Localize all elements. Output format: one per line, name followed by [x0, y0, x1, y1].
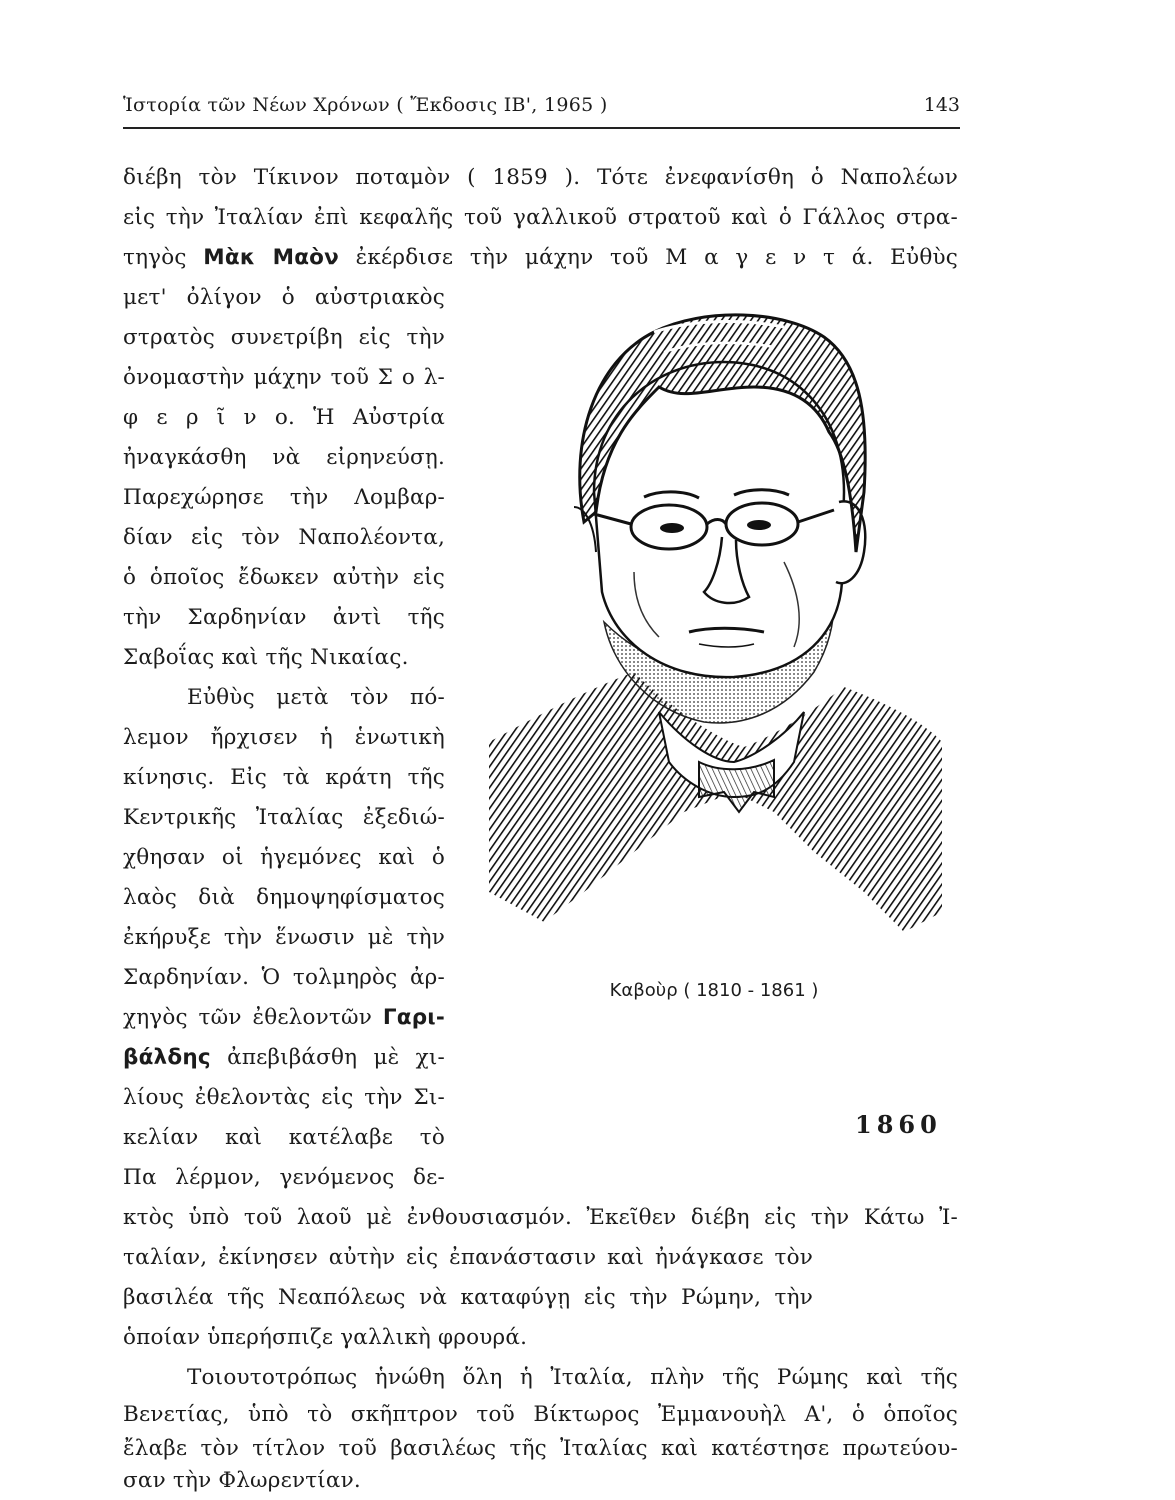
text-line-garibaldi-2	[123, 1038, 445, 1078]
text-fragment: χηγὸς τῶν ἐθελοντῶν	[123, 1005, 373, 1030]
header-rule	[123, 127, 960, 129]
margin-year-note: 1860	[855, 1110, 942, 1139]
text-line: Βενετίας, ὑπὸ τὸ σκῆπτρον τοῦ Βίκτωρος Ἐμμανουὴλ Α', ὁ ὁποῖος	[123, 1402, 958, 1427]
text-fragment: ἀπεβιβάσθη μὲ χι-	[227, 1045, 445, 1070]
figure-caption: Καβοὺρ ( 1810 - 1861 )	[609, 980, 819, 1001]
text-line: Σαρδηνίαν. Ὁ τολμηρὸς ἀρ-	[123, 965, 445, 990]
text-line: σαν τὴν Φλωρεντίαν.	[123, 1468, 361, 1493]
text-line-mac-mahon	[123, 238, 958, 278]
text-line: δίαν εἰς τὸν Ναπολέοντα,	[123, 525, 445, 550]
text-line: διέβη τὸν Τίκινον ποταμὸν ( 1859 ). Τότε ἐνεφανίσθη ὁ Ναπολέων	[123, 165, 958, 190]
text-line: Παρεχώρησε τὴν Λομβαρ-	[123, 485, 445, 510]
text-fragment: τηγὸς	[123, 245, 187, 270]
bold-name-garibaldi-part1: Γαρι-	[382, 1005, 445, 1030]
text-line: χθησαν οἱ ἡγεμόνες καὶ ὁ	[123, 845, 445, 870]
text-line: φ ε ρ ῖ ν ο. Ἡ Αὐστρία	[123, 405, 445, 430]
text-line: λαὸς διὰ δημοψηφίσματος	[123, 885, 445, 910]
text-line: ταλίαν, ἐκίνησεν αὐτὴν εἰς ἐπανάστασιν καὶ ἠνάγκασε τὸν	[123, 1245, 813, 1270]
running-header	[123, 94, 960, 126]
text-line: ὁ ὁποῖος ἔδωκεν αὐτὴν εἰς	[123, 565, 445, 590]
text-line: ὁποίαν ὑπερήσπιζε γαλλικὴ φρουρά.	[123, 1325, 528, 1350]
text-fragment: ἐκέρδισε τὴν μάχην τοῦ Μ α γ ε ν τ ά. Εὐθὺς	[355, 245, 958, 270]
text-line-garibaldi-1	[123, 998, 445, 1038]
text-line: Πα λέρμον, γενόμενος δε-	[123, 1165, 445, 1190]
text-line: κτὸς ὑπὸ τοῦ λαοῦ μὲ ἐνθουσιασμόν. Ἐκεῖθεν διέβη εἰς τὴν Κάτω Ἰ-	[123, 1205, 958, 1230]
text-line: λίους ἐθελοντὰς εἰς τὴν Σι-	[123, 1085, 445, 1110]
text-line: βασιλέα τῆς Νεαπόλεως νὰ καταφύγῃ εἰς τὴν Ρώμην, τὴν	[123, 1285, 813, 1310]
text-line: τὴν Σαρδηνίαν ἀντὶ τῆς	[123, 605, 445, 630]
text-line: στρατὸς συνετρίβη εἰς τὴν	[123, 325, 445, 350]
text-line: Τοιουτοτρόπως ἡνώθη ὅλη ἡ Ἰταλία, πλὴν τῆς Ρώμης καὶ τῆς	[187, 1365, 958, 1390]
text-line: λεμον ἤρχισεν ἡ ἑνωτικὴ	[123, 725, 445, 750]
bold-name-mac-mahon: Μὰκ Μαὸν	[203, 245, 339, 270]
portrait-engraving	[484, 292, 944, 947]
text-line: Εὐθὺς μετὰ τὸν πό-	[187, 685, 445, 710]
bold-name-garibaldi-part2: βάλδης	[123, 1045, 211, 1070]
text-line: Κεντρικῆς Ἰταλίας ἐξεδιώ-	[123, 805, 445, 830]
text-line: ἠναγκάσθη νὰ εἰρηνεύσῃ.	[123, 445, 445, 470]
page-number: 143	[923, 94, 960, 116]
text-line: ἔλαβε τὸν τίτλον τοῦ βασιλέως τῆς Ἰταλίας καὶ κατέστησε πρωτεύου-	[123, 1436, 958, 1461]
text-line: Σαβοΐας καὶ τῆς Νικαίας.	[123, 645, 409, 670]
text-line: κίνησις. Εἰς τὰ κράτη τῆς	[123, 765, 445, 790]
text-line: μετ' ὀλίγον ὁ αὐστριακὸς	[123, 285, 445, 310]
text-line: ἐκήρυξε τὴν ἕνωσιν μὲ τὴν	[123, 925, 445, 950]
text-line: εἰς τὴν Ἰταλίαν ἐπὶ κεφαλῆς τοῦ γαλλικοῦ στρατοῦ καὶ ὁ Γάλλος στρα-	[123, 205, 958, 230]
text-line: ὀνομαστὴν μάχην τοῦ Σ ο λ-	[123, 365, 445, 390]
text-line: κελίαν καὶ κατέλαβε τὸ	[123, 1125, 445, 1150]
running-title: Ἱστορία τῶν Νέων Χρόνων ( Ἔκδοσις ΙΒ', 1965 )	[123, 94, 608, 116]
